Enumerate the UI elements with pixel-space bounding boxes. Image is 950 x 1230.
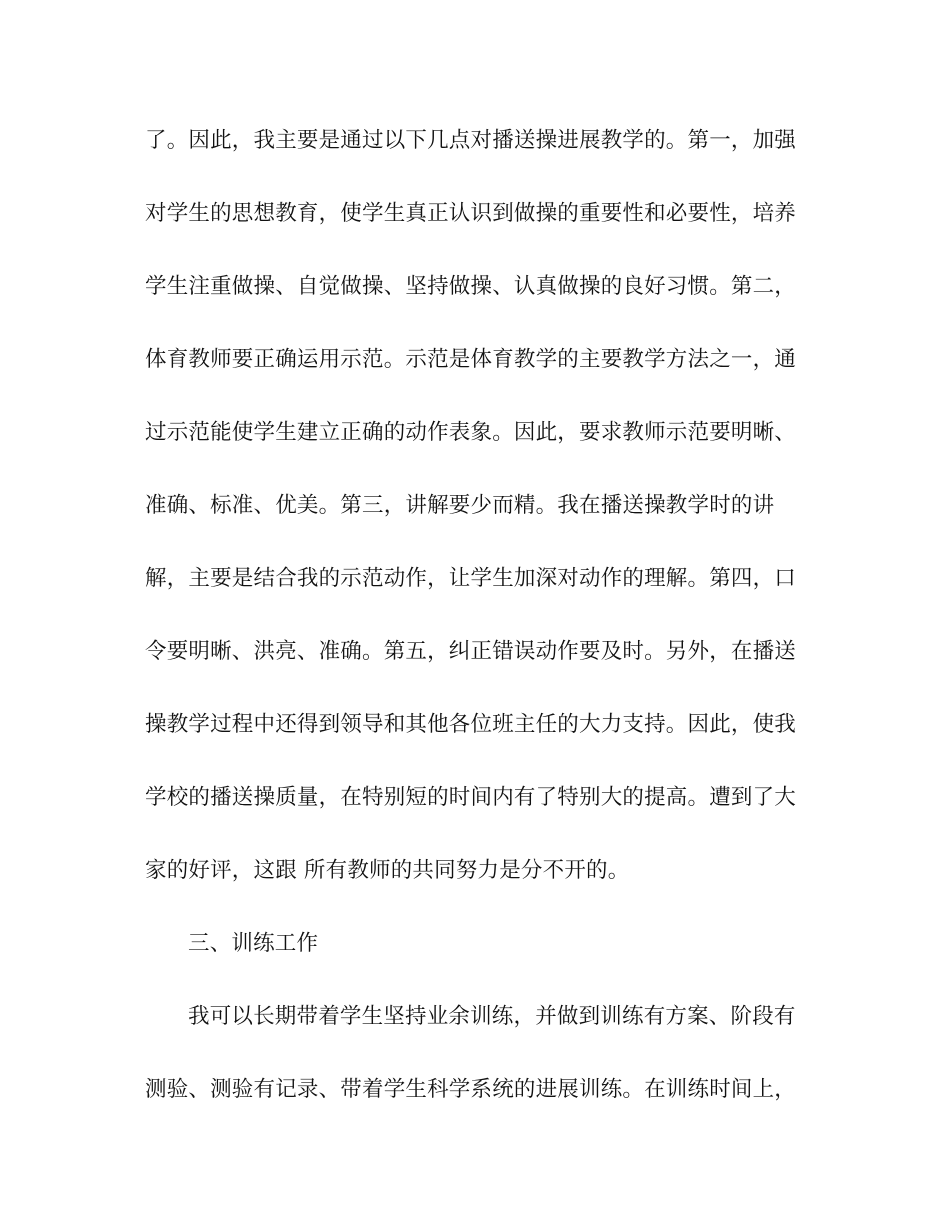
paragraph-line: 学生注重做操、自觉做操、坚持做操、认真做操的良好习惯。第二，	[145, 274, 797, 299]
paragraph-line: 家的好评，这跟 所有教师的共同努力是分不开的。	[145, 858, 630, 883]
paragraph-line: 学校的播送操质量，在特别短的时间内有了特别大的提高。遭到了大	[145, 785, 797, 810]
paragraph-line: 体育教师要正确运用示范。示范是体育教学的主要教学方法之一，通	[145, 347, 797, 372]
paragraph-line: 令要明晰、洪亮、准确。第五，纠正错误动作要及时。另外，在播送	[145, 639, 797, 664]
paragraph-line: 我可以长期带着学生坚持业余训练，并做到训练有方案、阶段有	[188, 1004, 796, 1029]
paragraph-line: 准确、标准、优美。第三，讲解要少而精。我在播送操教学时的讲	[145, 493, 775, 518]
paragraph-line: 对学生的思想教育，使学生真正认识到做操的重要性和必要性，培养	[145, 201, 797, 226]
paragraph-line: 操教学过程中还得到领导和其他各位班主任的大力支持。因此，使我	[145, 712, 797, 737]
paragraph-line: 过示范能使学生建立正确的动作表象。因此，要求教师示范要明晰、	[145, 420, 797, 445]
paragraph-line: 测验、测验有记录、带着学生科学系统的进展训练。在训练时间上，	[145, 1077, 797, 1102]
paragraph-line: 解，主要是结合我的示范动作，让学生加深对动作的理解。第四，口	[145, 566, 797, 591]
section-heading: 三、训练工作	[188, 931, 319, 956]
paragraph-line: 了。因此，我主要是通过以下几点对播送操进展教学的。第一，加强	[145, 128, 797, 153]
